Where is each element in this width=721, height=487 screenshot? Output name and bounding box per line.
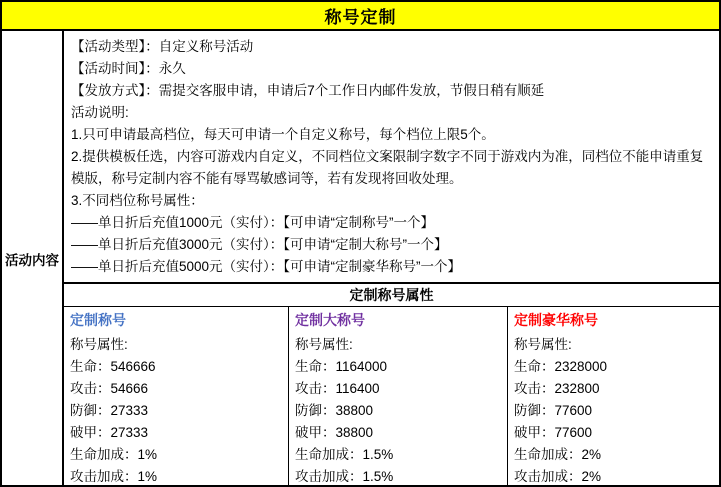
- stat-value: 232800: [554, 380, 600, 396]
- info-line-notes-heading: 活动说明:: [71, 105, 129, 120]
- stat-label: 生命：: [70, 358, 111, 374]
- stat-hp: [295, 356, 507, 378]
- stat-attack: [295, 378, 507, 400]
- stat-value: 2%: [581, 468, 602, 484]
- stat-attack: [70, 378, 288, 400]
- stat-attack-bonus: [295, 466, 507, 487]
- stat-value: 546666: [110, 358, 156, 374]
- tier-attr-label: 称号属性:: [70, 336, 128, 352]
- tier-name: 定制称号: [70, 311, 126, 328]
- tier-name: 定制大称号: [295, 311, 365, 328]
- info-line-tier-3000: ——单日折后充值3000元（实付）：【可申请“定制大称号”一个】: [71, 237, 448, 252]
- stat-armor-break: [514, 422, 719, 444]
- info-line-tier-5000: ——单日折后充值5000元（实付）：【可申请“定制豪华称号”一个】: [71, 259, 462, 274]
- stat-hp-bonus: [514, 444, 719, 466]
- stat-label: 攻击：: [70, 380, 111, 396]
- stat-defense: [514, 400, 719, 422]
- stat-defense: [295, 400, 507, 422]
- stat-hp-bonus: [70, 444, 288, 466]
- stat-value: 2%: [581, 446, 602, 462]
- tier-column-custom-title: [64, 307, 289, 487]
- info-line-rule-1: 1.只可申请最高档位，每天可申请一个自定义称号，每个档位上限5个。: [71, 127, 495, 142]
- stat-value: 77600: [554, 402, 593, 418]
- stat-hp-bonus: [295, 444, 507, 466]
- stat-value: 1.5%: [362, 446, 394, 462]
- info-line-rule-3: 3.不同档位称号属性：: [71, 193, 204, 208]
- stat-label: 破甲：: [70, 424, 111, 440]
- stat-value: 1.5%: [362, 468, 394, 484]
- stat-label: 生命加成：: [514, 446, 582, 462]
- stat-attack: [514, 378, 719, 400]
- stat-value: 1164000: [335, 358, 388, 374]
- stat-value: 27333: [110, 424, 149, 440]
- stat-label: 攻击加成：: [295, 468, 363, 484]
- tier-column-big-title: [289, 307, 508, 487]
- stat-value: 1%: [137, 446, 158, 462]
- stat-label: 攻击加成：: [514, 468, 582, 484]
- activity-description: [64, 31, 719, 282]
- stat-label: 攻击：: [514, 380, 555, 396]
- stat-value: 77600: [554, 424, 593, 440]
- stat-hp: [70, 356, 288, 378]
- stat-defense: [70, 400, 288, 422]
- stat-label: 防御：: [514, 402, 555, 418]
- stat-hp: [514, 356, 719, 378]
- tier-comparison-table: [64, 307, 719, 487]
- page-title: 称号定制: [2, 2, 719, 31]
- stat-value: 38800: [335, 402, 374, 418]
- activity-content-row-label: 活动内容: [2, 31, 64, 487]
- info-line-activity-time: 【活动时间】：永久: [71, 61, 186, 76]
- stat-label: 生命加成：: [295, 446, 363, 462]
- stat-armor-break: [295, 422, 507, 444]
- stat-label: 生命：: [295, 358, 336, 374]
- tier-name: 定制豪华称号: [514, 311, 598, 328]
- stat-value: 27333: [110, 402, 149, 418]
- stat-label: 防御：: [70, 402, 111, 418]
- tier-attr-label: 称号属性:: [514, 336, 572, 352]
- stat-value: 54666: [110, 380, 149, 396]
- body-row: [2, 31, 719, 487]
- stat-value: 38800: [335, 424, 374, 440]
- info-line-distribution: 【发放方式】：需提交客服申请，申请后7个工作日内邮件发放，节假日稍有顺延: [71, 83, 545, 98]
- info-line-activity-type: 【活动类型】：自定义称号活动: [71, 39, 254, 54]
- stat-label: 破甲：: [295, 424, 336, 440]
- info-line-rule-2: 2.提供模板任选，内容可游戏内自定义，不同档位文案限制字数字不同于游戏内为准，同档位不能申请重复模版，称号定制内容不能有辱骂敏感词等，若有发现将回收处理。: [71, 149, 704, 186]
- stat-attack-bonus: [70, 466, 288, 487]
- tier-attr-label: 称号属性:: [295, 336, 353, 352]
- activity-content-cell: [64, 31, 719, 487]
- stat-label: 防御：: [295, 402, 336, 418]
- stat-value: 1%: [137, 468, 158, 484]
- stat-value: 116400: [335, 380, 380, 396]
- stat-label: 攻击：: [295, 380, 336, 396]
- stat-armor-break: [70, 422, 288, 444]
- stat-label: 破甲：: [514, 424, 555, 440]
- stat-label: 生命：: [514, 358, 555, 374]
- info-line-tier-1000: ——单日折后充值1000元（实付）：【可申请“定制称号”一个】: [71, 215, 435, 230]
- stat-value: 2328000: [554, 358, 608, 374]
- attr-section-title: 定制称号属性: [64, 282, 719, 307]
- stat-label: 攻击加成：: [70, 468, 138, 484]
- stat-attack-bonus: [514, 466, 719, 487]
- stat-label: 生命加成：: [70, 446, 138, 462]
- tier-column-deluxe-title: [508, 307, 719, 487]
